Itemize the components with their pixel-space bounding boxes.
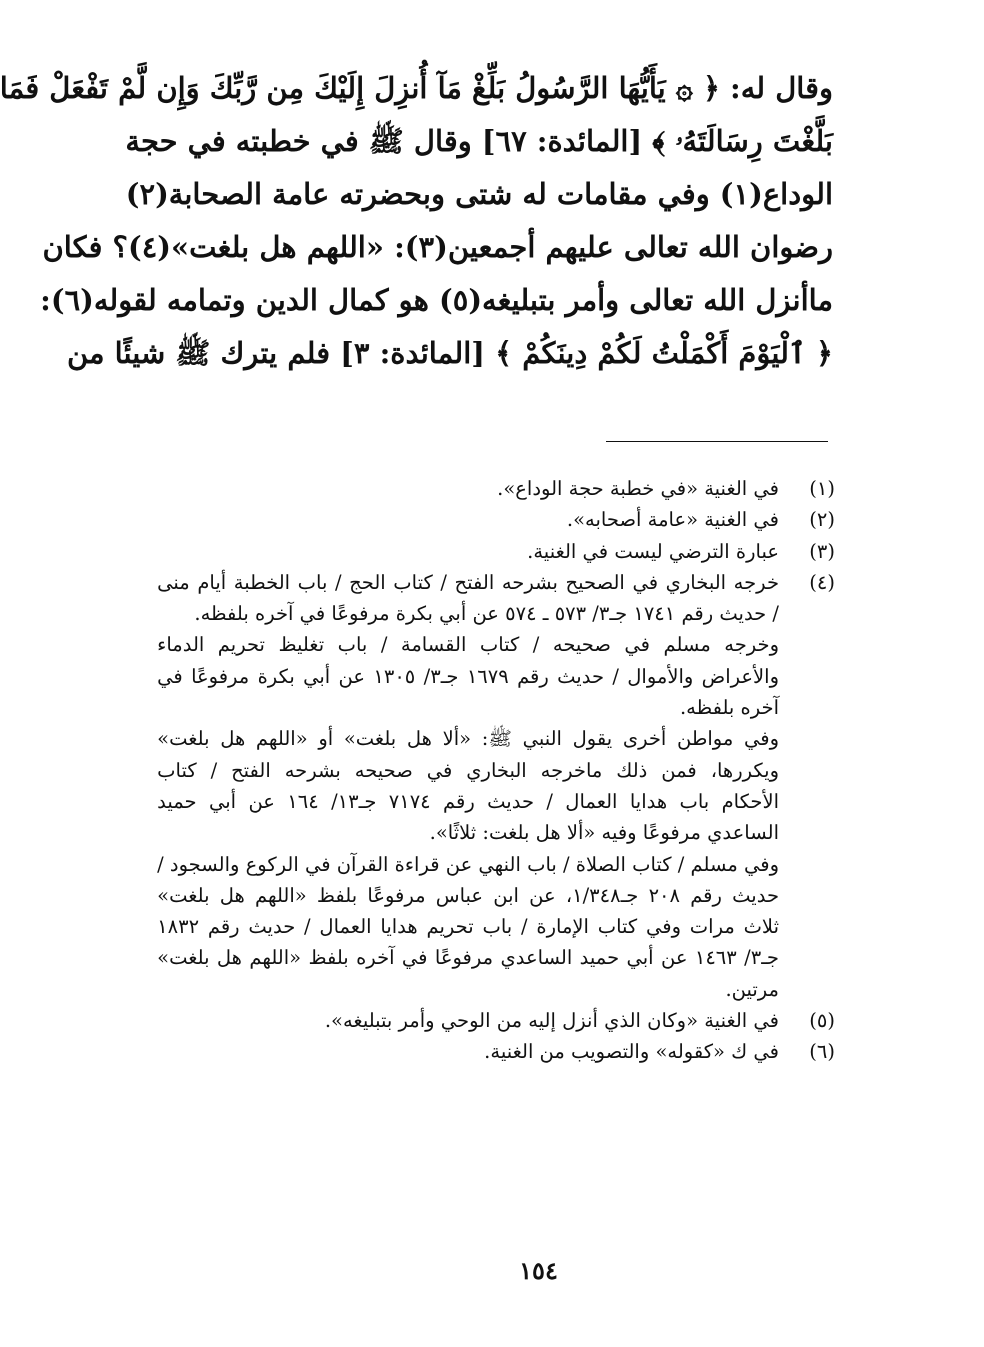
footnote-line: الساعدي مرفوعًا وفيه «ألا هل بلغت: ثلاثًا». [429, 821, 779, 845]
footnote-3 [159, 536, 835, 567]
footnote-line: الأحكام باب هدايا العمال / حديث رقم ٧١٧٤ جـ١٣/ ١٦٤ عن أبي حميد [157, 789, 779, 813]
footnote-line: ثلاث مرات وفي كتاب الإمارة / باب تحريم هدايا العمال / حديث رقم ١٨٣٢ [157, 915, 779, 939]
footnote-line: آخره بلفظه. [679, 696, 779, 720]
main-text-line: بَلَّغْتَ رِسَالَتَهُۥ ﴾ [المائدة: ٦٧] وقال ﷺ في خطبته في حجة [125, 124, 833, 158]
footnote-line: في ك «كقوله» والتصويب من الغنية. [484, 1040, 779, 1064]
footnote-line: في الغنية «وكان الذي أنزل إليه من الوحي وأمر بتبليغه». [324, 1009, 779, 1033]
footnote-line: وفي مسلم / كتاب الصلاة / باب النهي عن قراءة القرآن في الركوع والسجود / [157, 852, 779, 876]
main-text-line: ﴿ ٱلْيَوْمَ أَكْمَلْتُ لَكُمْ دِينَكُمْ ﴾ [المائدة: ٣] فلم يترك ﷺ شيئًا من [66, 336, 833, 370]
footnote-line: خرجه البخاري في الصحيح بشرحه الفتح / كتاب الحج / باب الخطبة أيام منى [157, 570, 779, 594]
footnote-number: (٢) [809, 508, 835, 532]
footnotes [159, 473, 835, 1068]
footnote-line: في الغنية «عامة أصحابه». [566, 508, 779, 532]
main-text-line: رضوان الله تعالى عليهم أجمعين(٣): «اللهم هل بلغت»(٤)؟ فكان [42, 230, 833, 264]
footnote-number: (٦) [809, 1040, 835, 1064]
footnote-number: (٣) [809, 539, 835, 563]
footnote-1 [159, 473, 835, 504]
footnote-number: (٥) [809, 1009, 835, 1033]
footnote-line: وخرجه مسلم في صحيحه / كتاب القسامة / باب تغليظ تحريم الدماء [157, 633, 779, 657]
footnote-line: وفي مواطن أخرى يقول النبي ﷺ: «ألا هل بلغت» أو «اللهم هل بلغت» [157, 727, 779, 751]
footnote-line: / حديث رقم ١٧٤١ جـ٣/ ٥٧٣ ـ ٥٧٤ عن أبي بكرة مرفوعًا في آخره بلفظه. [194, 602, 779, 626]
footnote-line: والأعراض والأموال / حديث رقم ١٦٧٩ جـ٣/ ١٣٠٥ عن أبي بكرة مرفوعًا في [157, 664, 780, 688]
footnote-line: في الغنية «في خطبة حجة الوداع». [497, 477, 779, 500]
page-number: ١٥٤ [519, 1256, 558, 1285]
footnote-line: جـ٣/ ١٤٦٣ عن أبي حميد الساعدي مرفوعًا في آخره بلفظ «اللهم هل بلغت» [157, 946, 779, 970]
footnote-number: (١) [809, 477, 835, 500]
footnote-line: ويكررها، فمن ذلك ماخرجه البخاري في صحيحه بشرحه الفتح / كتاب [157, 758, 779, 782]
footnote-line: مرتين. [725, 977, 779, 1001]
footnote-4 [159, 567, 835, 1005]
footnote-separator [606, 441, 828, 442]
footnote-line: عبارة الترضي ليست في الغنية. [527, 539, 779, 563]
footnote-5 [159, 1005, 835, 1036]
main-text [0, 62, 833, 380]
main-text-line: وقال له: ﴿ ۞ يَأَيُّهَا الرَّسُولُ بَلِّغْ مَآ أُنزِلَ إِلَيْكَ مِن رَّبِّكَ وَإِن لَّمْ تَفْعَلْ فَمَا [0, 71, 833, 105]
footnote-2 [159, 504, 835, 535]
main-text-line: ماأنزل الله تعالى وأمر بتبليغه(٥) هو كمال الدين وتمامه لقوله(٦): [40, 283, 833, 317]
footnote-6 [159, 1036, 835, 1067]
footnote-number: (٤) [809, 570, 835, 594]
main-text-line: الوداع(١) وفي مقامات له شتى وبحضرته عامة الصحابة(٢) [125, 177, 833, 211]
footnote-line: حديث رقم ٢٠٨ جـ١/٣٤٨، عن ابن عباس مرفوعًا بلفظ «اللهم هل بلغت» [157, 883, 779, 907]
